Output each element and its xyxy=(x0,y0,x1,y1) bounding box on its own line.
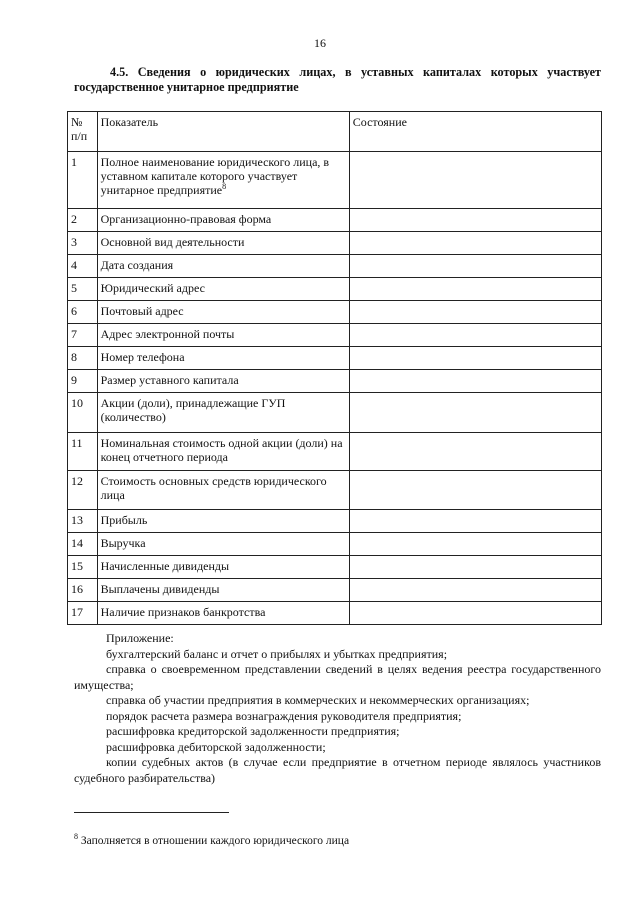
row-num: 8 xyxy=(68,347,98,370)
row-num: 15 xyxy=(68,556,98,579)
table-row xyxy=(68,433,602,471)
row-status xyxy=(349,579,601,602)
header-indicator: Показатель xyxy=(97,112,349,152)
table-row xyxy=(68,152,602,209)
table-header-row xyxy=(68,112,602,152)
table-row xyxy=(68,232,602,255)
appendix xyxy=(74,631,601,786)
table-row xyxy=(68,301,602,324)
table-row xyxy=(68,278,602,301)
row-indicator: Адрес электронной почты xyxy=(97,324,349,347)
row-indicator: Почтовый адрес xyxy=(97,301,349,324)
row-num: 6 xyxy=(68,301,98,324)
row-num: 3 xyxy=(68,232,98,255)
row-indicator-text: Полное наименование юридического лица, в уставном капитале которого участвует унитарное предприятие xyxy=(100,155,330,197)
footnote-marker: 8 xyxy=(74,832,78,841)
row-num: 14 xyxy=(68,533,98,556)
row-status xyxy=(349,152,601,209)
legal-entities-table xyxy=(67,111,602,625)
row-indicator xyxy=(97,152,349,209)
row-num: 16 xyxy=(68,579,98,602)
table-row xyxy=(68,347,602,370)
row-status xyxy=(349,301,601,324)
row-num: 9 xyxy=(68,370,98,393)
row-status xyxy=(349,370,601,393)
row-indicator: Основной вид деятельности xyxy=(97,232,349,255)
row-num: 7 xyxy=(68,324,98,347)
row-num: 11 xyxy=(68,433,98,471)
appendix-item: справка о своевременном представлении сведений в целях ведения реестра государственного имущества; xyxy=(74,662,601,692)
appendix-item: справка об участии предприятия в коммерческих и некоммерческих организациях; xyxy=(106,693,530,707)
row-num: 1 xyxy=(68,152,98,209)
row-indicator: Акции (доли), принадлежащие ГУП (количество) xyxy=(97,393,349,433)
footnote-text: Заполняется в отношении каждого юридического лица xyxy=(80,834,350,847)
row-num: 12 xyxy=(68,471,98,510)
row-status xyxy=(349,433,601,471)
header-status: Состояние xyxy=(349,112,601,152)
row-num: 17 xyxy=(68,602,98,625)
table-row xyxy=(68,209,602,232)
row-indicator: Выручка xyxy=(97,533,349,556)
table-row xyxy=(68,255,602,278)
row-indicator: Прибыль xyxy=(97,510,349,533)
row-indicator: Выплачены дивиденды xyxy=(97,579,349,602)
table-row xyxy=(68,471,602,510)
appendix-item: бухгалтерский баланс и отчет о прибылях и убытках предприятия; xyxy=(106,646,448,661)
row-indicator: Юридический адрес xyxy=(97,278,349,301)
appendix-item: порядок расчета размера вознаграждения руководителя предприятия; xyxy=(106,708,462,723)
row-status xyxy=(349,533,601,556)
row-status xyxy=(349,324,601,347)
appendix-item: копии судебных актов (в случае если предприятие в отчетном периоде являлось участников судебного разбирательства) xyxy=(74,755,601,785)
appendix-item: расшифровка кредиторской задолженности предприятия; xyxy=(106,724,400,738)
footnote-divider xyxy=(74,812,229,813)
footnote xyxy=(74,832,349,847)
appendix-item: расшифровка дебиторской задолженности; xyxy=(106,739,326,754)
row-status xyxy=(349,209,601,232)
row-num: 13 xyxy=(68,510,98,533)
row-indicator: Номинальная стоимость одной акции (доли) на конец отчетного периода xyxy=(97,433,349,471)
appendix-label: Приложение: xyxy=(106,631,174,645)
row-num: 5 xyxy=(68,278,98,301)
table-row xyxy=(68,533,602,556)
header-num: № п/п xyxy=(68,112,98,152)
row-indicator: Наличие признаков банкротства xyxy=(97,602,349,625)
table-row xyxy=(68,510,602,533)
table-row xyxy=(68,324,602,347)
row-indicator: Размер уставного капитала xyxy=(97,370,349,393)
row-indicator: Начисленные дивиденды xyxy=(97,556,349,579)
table-row xyxy=(68,393,602,433)
row-num: 4 xyxy=(68,255,98,278)
row-status xyxy=(349,556,601,579)
table-row xyxy=(68,556,602,579)
table-row xyxy=(68,602,602,625)
row-status xyxy=(349,232,601,255)
row-status xyxy=(349,255,601,278)
table-row xyxy=(68,370,602,393)
row-indicator: Стоимость основных средств юридического лица xyxy=(97,471,349,510)
row-num: 10 xyxy=(68,393,98,433)
row-status xyxy=(349,471,601,510)
footnote-ref: 8 xyxy=(222,182,227,191)
row-status xyxy=(349,510,601,533)
row-indicator: Организационно-правовая форма xyxy=(97,209,349,232)
row-status xyxy=(349,278,601,301)
page-number: 16 xyxy=(314,36,326,50)
section-heading: 4.5. Сведения о юридических лицах, в уставных капиталах которых участвует государственное унитарное предприятие xyxy=(74,65,601,94)
row-status xyxy=(349,347,601,370)
row-num: 2 xyxy=(68,209,98,232)
row-indicator: Номер телефона xyxy=(97,347,349,370)
row-indicator: Дата создания xyxy=(97,255,349,278)
table-row xyxy=(68,579,602,602)
row-status xyxy=(349,393,601,433)
row-status xyxy=(349,602,601,625)
